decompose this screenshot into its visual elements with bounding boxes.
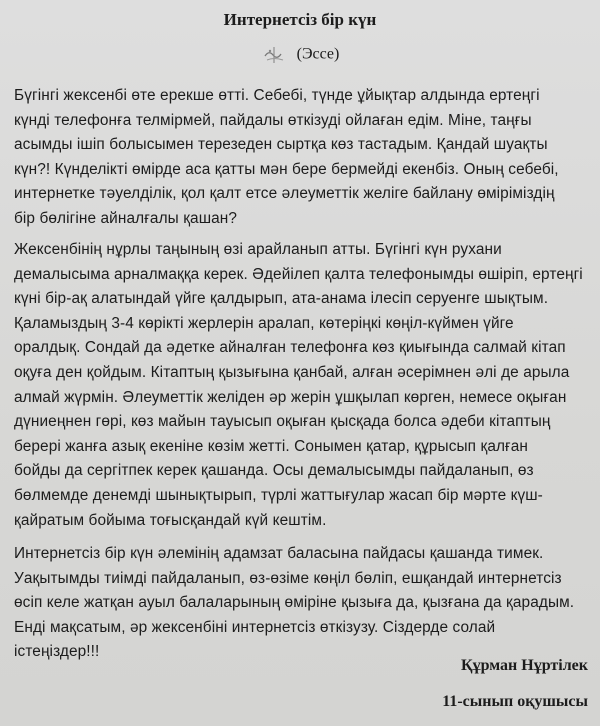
text-line: қайратым бойыма тоғысқандай күй кештім. (14, 511, 327, 529)
text-line: Интернетсіз бір күн әлемінің адамзат баласына пайдасы қашанда тимек. (14, 545, 544, 562)
text-line: күні бір-ақ алатындай үйге қалдырып, ата-анама ілесіп серуенге шықтым. (14, 290, 549, 308)
essay-subtitle: (Эссе) (296, 45, 340, 63)
text-line: берері жанға азық екеніне көзім жетті. Сонымен қатар, құрысып қалған (14, 437, 529, 455)
text-line: асымды ішіп болысымен терезеден сыртқа көз тастадым. Қандай шуақты (14, 136, 548, 154)
text-line: демалысыма арналмаққа керек. Әдейілеп қалта телефонымды өшіріп, ертеңгі (14, 265, 583, 283)
author-grade: 11-сынып оқушысы (442, 693, 588, 710)
text-line: бір бөлігіне айналғалы қашан? (14, 209, 238, 227)
text-line: Қаламыздың 3-4 көрікті жерлерін аралап, көтеріңкі көңіл-күймен үйге (14, 314, 514, 332)
text-line: Енді мақсатым, әр жексенбіні интернетсіз өткізузу. Сіздерде солай (14, 618, 496, 636)
text-line: күн?! Күнделікті өмірде аса қатты мән бере бермейді екенбіз. Оның себебі, (14, 160, 559, 178)
essay-title: Интернетсіз бір күн (223, 10, 377, 29)
text-line: Бүгінгі жексенбі өте ерекше өтті. Себебі, түнде ұйықтар алдында ертеңгі (14, 87, 540, 104)
text-line: Уақытымды тиімді пайдаланып, өз-өзіме көңіл бөліп, ешқандай интернетсіз (14, 569, 562, 587)
author-name: Құрман Нұртілек (461, 657, 588, 674)
paragraph-2 (14, 238, 594, 533)
text-line: істеңіздер!!! (14, 643, 100, 661)
text-line: дүниеңнен гөрі, көз майын тауысып оқыған қысқада болса әдеби кітаптың (14, 413, 551, 431)
paragraph-3 (14, 542, 594, 665)
paragraph-1 (14, 84, 594, 232)
text-line: бөлмемде денемді шынықтырып, түрлі жаттығулар жасап бір мәрте күш- (14, 486, 543, 504)
text-line: алмай жүрмін. Әлеуметтік желіден әр жерін ұшқылап көрген, немесе оқыған (14, 388, 567, 406)
signature-block (442, 648, 588, 720)
text-line: өсіп келе жатқан ауыл балаларының өміріне қызыға да, қызғана да қарадым. (14, 594, 575, 612)
text-line: интернетке тәуелділік, қол қалт етсе әлеуметтік желіге байлану өміріміздің (14, 185, 555, 203)
text-line: оралдық. Сондай да әдетке айналған телефонға көз қиығында салмай кітап (14, 339, 566, 357)
text-line: оқуға ден қойдым. Кітаптың қызығына қанбай, алған әсерімнен әлі де арыла (14, 363, 570, 381)
handwritten-mark-icon (261, 44, 287, 66)
subtitle-row (0, 44, 600, 66)
text-line: бойды да сергітпек керек қашанда. Осы демалысымды пайдаланып, өз (14, 462, 534, 480)
text-line: күнді телефонға телмірмей, пайдалы өткізуді ойлаған едім. Міне, таңғы (14, 111, 532, 129)
text-line: Жексенбінің нұрлы таңының өзі арайланып атты. Бүгінгі күн рухани (14, 241, 502, 258)
